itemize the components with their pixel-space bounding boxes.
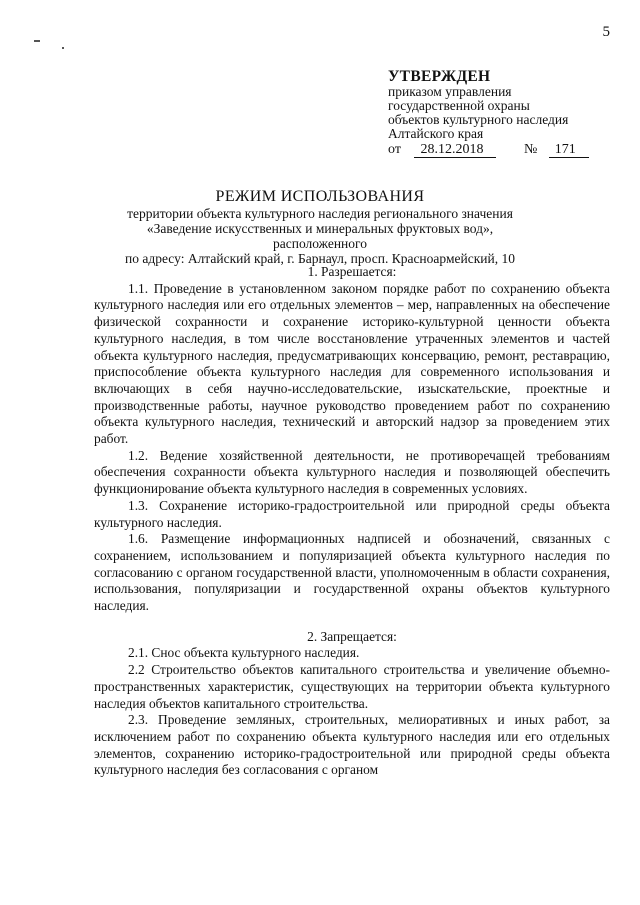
section-title: 2. Запрещается: [307,628,397,644]
order-number: 171 [549,143,589,158]
heading-line: «Заведение искусственных и минеральных фруктовых вод», расположенного [146,221,494,251]
paragraph: 1.6. Размещение информационных надписей и обозначений, связанных с сохранением, использованием и популяризацией объекта культурного наследия по согласованию с органом государственной власти, уполномоченным в области сохранения, использования, популяризации и государственной охраны объектов культурного наследия. [94,531,610,614]
section-title: 1. Разрешается: [307,264,397,279]
scan-artifact [62,47,64,49]
paragraph: 2.2 Строительство объектов капитального строительства и увеличение объемно-пространственных характеристик, существующих на территории объекта культурного наследия объектов капитального строительства. [94,662,610,711]
approval-title: УТВЕРЖДЕН [388,68,491,85]
date-prefix: от [388,142,401,157]
approval-line: Алтайского края [388,126,484,141]
approval-line: приказом управления [388,84,512,99]
document-title: РЕЖИМ ИСПОЛЬЗОВАНИЯ [215,188,425,205]
order-date: 28.12.2018 [414,143,496,158]
approval-stamp [388,68,618,158]
page-number: 5 [602,24,610,40]
paragraph: 2.1. Снос объекта культурного наследия. [128,645,360,661]
approval-line: государственной охраны [388,98,530,113]
number-sign: № [523,142,538,157]
heading-line: по адресу: Алтайский край, г. Барнаул, просп. Красноармейский, 10 [125,251,515,266]
heading-line: территории объекта культурного наследия регионального значения [127,206,513,221]
paragraph: 1.1. Проведение в установленном законом порядке работ по сохранению объекта культурного наследия или его отдельных элементов – мер, направленных на обеспечение физической сохранности и сохранение историко-культурной ценности объекта культурного наследия, в том числе восстановление утраченных элементов и частей объекта культурного наследия, предусматривающих консервацию, ремонт, реставрацию, приспособление объекта культурного наследия для современного использования и включающих в себя научно-исследовательские, изыскательские, проектные и производственные работы, научное руководство проведением работ по сохранению объекта культурного наследия, технический и авторский надзор за проведением этих работ. [94,280,610,447]
document-body [94,264,610,779]
document-heading [100,188,540,266]
scan-artifact [34,40,40,42]
paragraph: 2.3. Проведение земляных, строительных, мелиоративных и иных работ, за исключением работ по сохранению объекта культурного наследия или его отдельных элементов, сохранению историко-градостроительной или природной среды объекта культурного наследия без согласования с органом [94,712,610,778]
spacer [94,615,610,629]
paragraph: 1.3. Сохранение историко-градостроительной или природной среды объекта культурного наследия. [94,497,610,530]
order-line [388,143,618,158]
paragraph: 1.2. Ведение хозяйственной деятельности, не противоречащей требованиям обеспечения сохранности объекта культурного наследия и позволяющей обеспечить функционирование объекта культурного наследия в современных условиях. [94,447,610,497]
approval-line: объектов культурного наследия [388,112,569,127]
